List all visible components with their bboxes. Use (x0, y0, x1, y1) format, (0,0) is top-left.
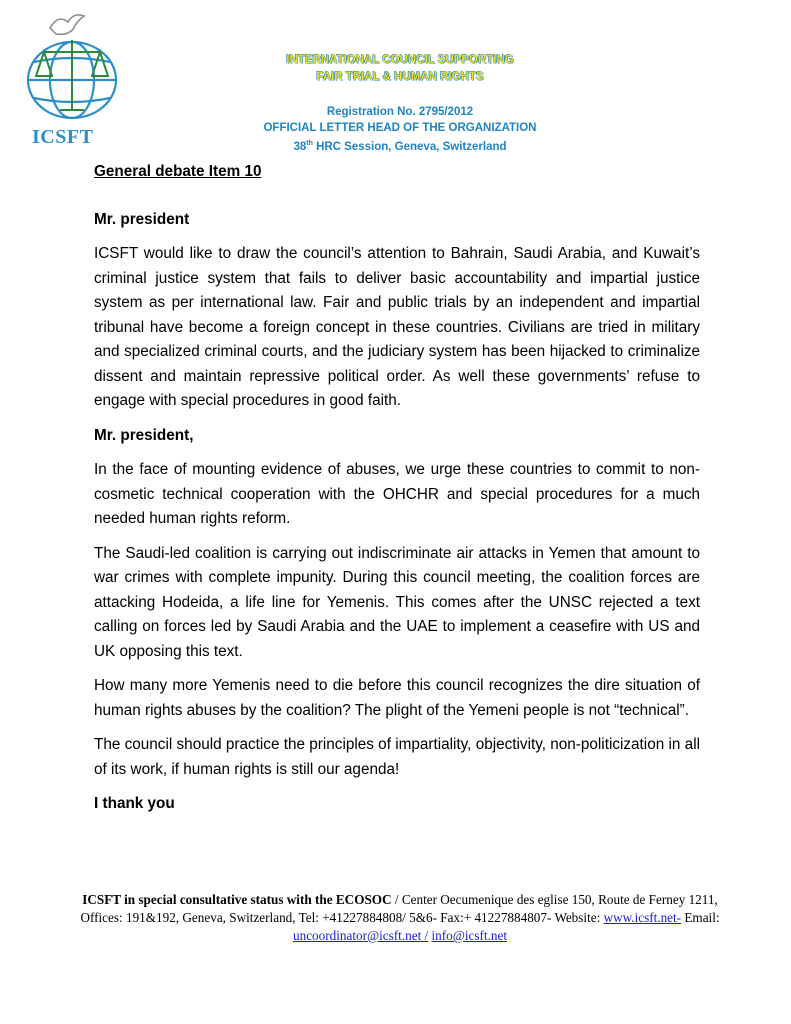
organization-name-line1: INTERNATIONAL COUNCIL SUPPORTING (286, 54, 514, 66)
website-link[interactable]: www.icsft.net- (603, 910, 682, 925)
footer-email-label: Email: (681, 910, 720, 925)
email-link[interactable]: info@icsft.net (431, 928, 507, 943)
paragraph: The Saudi-led coalition is carrying out indiscriminate air attacks in Yemen that amount to war crimes with complete impunity. During this council meeting, the coalition forces are attacking Hodeida, a life line for Yemenis. This comes after the UNSC rejected a text calling on forces led by Saudi Arabia and the UAE to implement a ceasefire with US and UK opposing this text. (94, 544, 700, 660)
statement-heading: General debate Item 10 (94, 163, 262, 180)
footer-address: / Center Oecumenique des eglise 150, Route de Ferney 1211, Offices: 191&192, Geneva, Switzerland, Tel: +41227884808/ 5&6- Fax:+ 41227884807- Website: (80, 892, 718, 925)
organization-name-line2: FAIR TRIAL & HUMAN RIGHTS (316, 71, 484, 83)
email-link[interactable]: uncoordinator@icsft.net / (293, 928, 429, 943)
letterhead-details (150, 104, 650, 155)
session-ordinal: th (306, 140, 313, 147)
logo-text: ICSFT (32, 126, 94, 148)
organization-name (150, 52, 650, 86)
registration-number: Registration No. 2795/2012 (326, 106, 474, 118)
footer-contact (80, 891, 720, 945)
letterhead-title: OFFICIAL LETTER HEAD OF THE ORGANIZATION (263, 122, 537, 134)
session-number: 38 (293, 140, 307, 153)
closing: I thank you (94, 795, 175, 812)
paragraph: ICSFT would like to draw the council’s attention to Bahrain, Saudi Arabia, and Kuwait’s criminal justice system that fails to deliver basic accountability and impartial justice system as per international law. Fair and public trials by an independent and impartial tribunal have become a foreign concept in these countries. Civilians are tried in military and specialized criminal courts, and the judiciary system has been hijacked to criminalize dissent and maintain repressive political order. As well these governments’ refuse to engage with special procedures in good faith. (94, 245, 700, 409)
salutation: Mr. president, (94, 426, 194, 444)
paragraph: The council should practice the principles of impartiality, objectivity, non-politicization in all of its work, if human rights is still our agenda! (94, 736, 700, 778)
statement-body (94, 160, 700, 817)
footer-status: ICSFT in special consultative status with the ECOSOC (82, 892, 392, 907)
paragraph: How many more Yemenis need to die before this council recognizes the dire situation of human rights abuses by the coalition? The plight of the Yemeni people is not “technical”. (94, 677, 700, 719)
salutation: Mr. president (94, 210, 190, 228)
paragraph: In the face of mounting evidence of abuses, we urge these countries to commit to non-cosmetic technical cooperation with the OHCHR and special procedures for a much needed human rights reform. (94, 461, 700, 527)
session-line (150, 136, 650, 155)
session-description: HRC Session, Geneva, Switzerland (312, 140, 507, 153)
dove-icon (50, 15, 84, 35)
globe-scales-icon (10, 6, 130, 126)
organization-logo (10, 6, 130, 148)
